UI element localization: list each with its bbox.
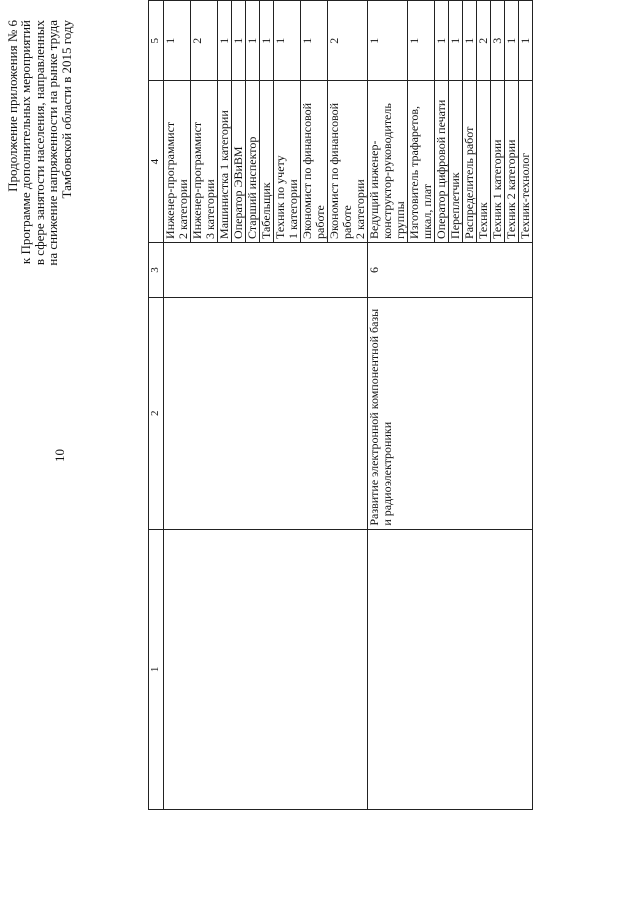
profession-cell [368,81,408,243]
count-cell: 1 [232,1,246,81]
profession-cell [463,81,477,243]
page-number: 10 [52,449,67,462]
header-line: в сфере занятости населения, направленных [31,20,47,266]
profession-line: Переплетчик [448,172,462,239]
profession-line: Экономист по финансовой [327,102,341,239]
count-cell: 2 [477,1,491,81]
profession-line: 3 категории [203,179,217,239]
profession-line: шкал, плат [420,183,434,239]
profession-line: Табельщик [259,182,273,239]
profession-line: 2 категории [176,179,190,239]
column-number-1: 1 [149,529,164,809]
profession-cell [449,81,463,243]
count-cell: 1 [408,1,435,81]
count-cell: 1 [301,1,328,81]
count-cell: 1 [274,1,301,81]
profession-line: 2 категории [353,179,367,239]
profession-line: 1 категории [286,179,300,239]
profession-line: Инженер-программист [163,121,177,239]
count-cell: 1 [463,1,477,81]
appendix-header [6,20,73,330]
profession-line: Техник по учету [273,155,287,239]
total-cell [164,242,368,297]
profession-cell [232,81,246,243]
staffing-table [148,0,533,810]
count-cell: 1 [449,1,463,81]
profession-line: Распределитель работ [462,126,476,239]
header-line: к Программе дополнительных мероприятий [18,20,34,265]
column-number-5: 5 [149,1,164,81]
profession-line: Техник-технолог [518,152,532,239]
profession-cell [519,81,533,243]
profession-line: Старший инспектор [245,136,259,239]
table-row [164,1,191,810]
profession-cell [274,81,301,243]
count-cell: 1 [505,1,519,81]
profession-cell [301,81,328,243]
profession-line: Оператор ЭВиВМ [231,146,245,239]
profession-line: конструктор-руководитель [380,103,394,239]
count-cell: 2 [328,1,368,81]
profession-cell [191,81,218,243]
profession-cell [505,81,519,243]
count-cell: 1 [260,1,274,81]
column-number-4: 4 [149,81,164,243]
profession-line: Техник 1 категории [490,139,504,239]
count-cell: 1 [164,1,191,81]
profession-cell [477,81,491,243]
column-number-2: 2 [149,297,164,529]
count-cell: 1 [368,1,408,81]
table-body [164,1,533,810]
profession-cell [218,81,232,243]
profession-cell [435,81,449,243]
profession-line: Инженер-программист [190,121,204,239]
column-number-3: 3 [149,242,164,297]
profession-cell [328,81,368,243]
total-cell: 6 [368,242,533,297]
profession-cell [260,81,274,243]
profession-cell [408,81,435,243]
column-number-row [149,1,164,810]
profession-line: Оператор цифровой печати [434,99,448,239]
profession-cell [164,81,191,243]
profession-line: работе [313,205,327,239]
col1-cell [368,529,533,809]
count-cell: 3 [491,1,505,81]
profession-line: работе [340,205,354,239]
profession-line: Техник 2 категории [504,139,518,239]
profession-line: Техник [476,202,490,239]
profession-line: Экономист по финансовой [300,102,314,239]
direction-cell [164,297,368,529]
count-cell: 1 [519,1,533,81]
profession-line: Ведущий инженер- [367,140,381,239]
profession-line: Машинистка 1 категории [217,110,231,239]
count-cell: 1 [246,1,260,81]
profession-cell [246,81,260,243]
col1-cell [164,529,368,809]
header-line: Тамбовской области в 2015 году [58,20,74,199]
count-cell: 1 [435,1,449,81]
count-cell: 2 [191,1,218,81]
direction-cell: Развитие электронной компонентной базы и радиоэлектроники [368,297,533,529]
header-line: на снижение напряженности на рынке труда [45,20,61,266]
profession-line: группы [393,201,407,239]
table-row [368,1,408,810]
profession-line: Изготовитель трафаретов, [407,105,421,239]
count-cell: 1 [218,1,232,81]
header-line: Продолжение приложения № 6 [5,20,20,192]
profession-cell [491,81,505,243]
